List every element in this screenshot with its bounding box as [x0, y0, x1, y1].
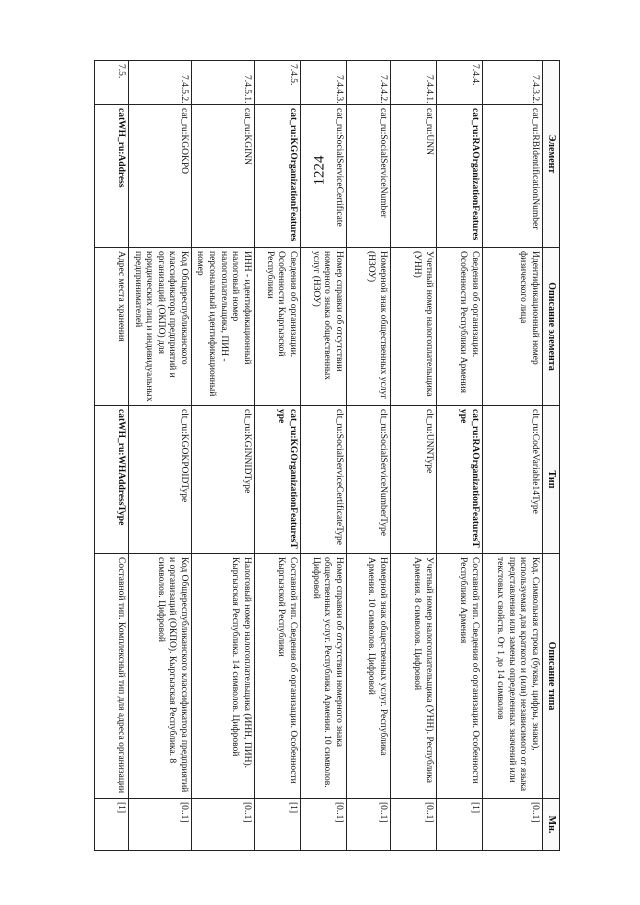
type-name: clt_ru:SocialServiceCertificateType — [300, 406, 346, 554]
table-row — [254, 61, 300, 851]
type-name: clt_ru:KGOKPOIDType — [129, 406, 192, 554]
element-name: cat_ru:KGOrganizationFeatures — [254, 105, 300, 248]
element-name: cat_ru:KGINN — [191, 105, 254, 248]
element-name: cat_ru:SocialServiceNumber — [346, 105, 390, 248]
element-description: Идентификационный номер физического лица — [482, 248, 542, 406]
element-description: Сведения об организации. Особенности Республики Армения — [436, 248, 482, 406]
table-header-row — [542, 61, 559, 851]
element-name: cat_ru:UNN — [390, 105, 436, 248]
type-description: Номер справки об отсутствии номерного знака общественных услуг. Республика Армения. 10 символов. Цифровой — [300, 554, 346, 799]
page-number: 1224 — [311, 155, 328, 185]
multiplicity: [1] — [436, 799, 482, 851]
type-name: clt_ru:UNNType — [390, 406, 436, 554]
table-row — [436, 61, 482, 851]
element-description: Адрес места хранения — [95, 248, 129, 406]
header-type: Тип — [542, 406, 559, 554]
type-description: Составной тип. Сведения об организации. Особенности Кыргызской Республики — [254, 554, 300, 799]
element-description: Код Общереспубликанского классификатора предприятий и организаций (ОКПО) для юридических лиц и индивидуальных предпринимателей — [129, 248, 192, 406]
type-name: cat_ru:RAOrganizationFeaturesType — [436, 406, 482, 554]
row-number: 7.4.5.2. — [129, 61, 192, 105]
table-row — [191, 61, 254, 851]
element-description: Учетный номер налогоплательщика (УНН) — [390, 248, 436, 406]
header-multiplicity: Мн. — [542, 799, 559, 851]
multiplicity: [0..1] — [300, 799, 346, 851]
multiplicity: [1] — [95, 799, 129, 851]
type-description: Составной тип. Комплексный тип для адреса организации — [95, 554, 129, 799]
rotated-table-container — [90, 60, 560, 850]
header-element: Элемент — [542, 61, 559, 248]
element-description: Номер справки об отсутствии номерного знака общественных услуг (НЗОУ) — [300, 248, 346, 406]
table-row — [95, 61, 129, 851]
element-name: catWH_ru:Address — [95, 105, 129, 248]
element-name: cat_ru:KGOKPO — [129, 105, 192, 248]
type-description: Налоговый номер налогоплательщика (ИНН, ПИН). Кыргызская Республика. 14 символов. Цифровой — [191, 554, 254, 799]
type-name: catWH_ru:WHAddressType — [95, 406, 129, 554]
element-description: Сведения об организации. Особенности Кыргызской Республики — [254, 248, 300, 406]
type-name: clt_ru:SocialServiceNumberType — [346, 406, 390, 554]
table-row — [300, 61, 346, 851]
element-description: ИНН - идентификационный налоговый номер налогоплательщика, ПИН - персональный идентификационный номер — [191, 248, 254, 406]
type-description: Номерной знак общественных услуг. Республика Армения. 10 символов. Цифровой — [346, 554, 390, 799]
element-name: cat_ru:RBIdentificationNumber — [482, 105, 542, 248]
element-name: cat_ru:SocialServiceCertificate — [300, 105, 346, 248]
type-name: cat_ru:KGOrganizationFeaturesType — [254, 406, 300, 554]
table-row — [129, 61, 192, 851]
element-name: cat_ru:RAOrganizationFeatures — [436, 105, 482, 248]
header-element-description: Описание элемента — [542, 248, 559, 406]
row-number: 7.4.4.2. — [346, 61, 390, 105]
type-description: Код Общереспубликанского классификатора предприятий и организаций (ОКПО). Кыргызская Республика. 8 символов. Цифровой — [129, 554, 192, 799]
multiplicity: [0..1] — [346, 799, 390, 851]
row-number: 7.4.3.2. — [482, 61, 542, 105]
row-number: 7.5. — [95, 61, 129, 105]
multiplicity: [0..1] — [390, 799, 436, 851]
multiplicity: [0..1] — [482, 799, 542, 851]
row-number: 7.4.4.1. — [390, 61, 436, 105]
multiplicity: [0..1] — [191, 799, 254, 851]
row-number: 7.4.4. — [436, 61, 482, 105]
row-number: 7.4.5.1. — [191, 61, 254, 105]
row-number: 7.4.5. — [254, 61, 300, 105]
type-description: Код. Символьная строка (буквы, цифры, знаки), используемая для краткого и (или) независимого от языка представления или замены определенных значений или текстовых свойств. От 1 до 14 символов — [482, 554, 542, 799]
table-row — [346, 61, 390, 851]
row-number: 7.4.4.3. — [300, 61, 346, 105]
element-description: Номерной знак общественных услуг (НЗОУ) — [346, 248, 390, 406]
element-table — [94, 60, 560, 851]
type-name: clt_ru:CodeVariable14Type — [482, 406, 542, 554]
multiplicity: [1] — [254, 799, 300, 851]
table-row — [482, 61, 542, 851]
header-type-description: Описание типа — [542, 554, 559, 799]
type-description: Учетный номер налогоплательщика (УНН). Республика Армения. 8 символов. Цифровой — [390, 554, 436, 799]
type-name: clt_ru:KGINNIDType — [191, 406, 254, 554]
table-row — [390, 61, 436, 851]
multiplicity: [0..1] — [129, 799, 192, 851]
type-description: Составной тип. Сведения об организации. Особенности Республики Армения — [436, 554, 482, 799]
